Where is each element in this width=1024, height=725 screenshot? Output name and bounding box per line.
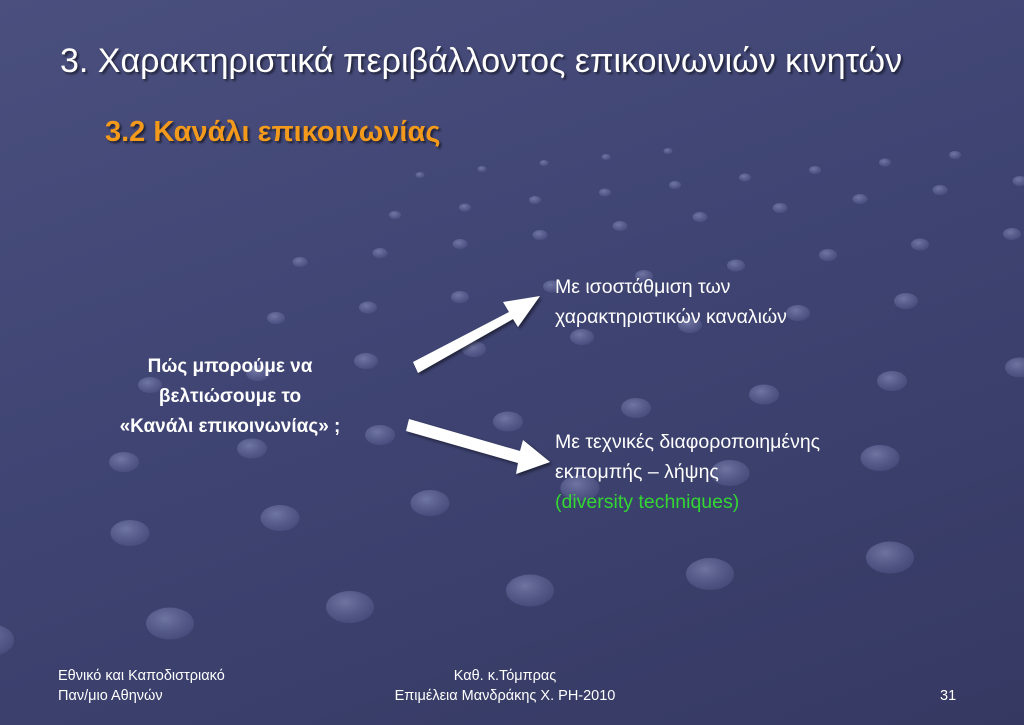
footer-author xyxy=(330,666,680,706)
footer-left-line-1: Εθνικό και Καποδιστριακό xyxy=(58,668,225,684)
option1-line-1: Με ισοστάθμιση των xyxy=(555,276,731,298)
option-equalization xyxy=(555,272,787,332)
arrow-down-right-icon xyxy=(406,419,550,474)
option2-line-1: Με τεχνικές διαφοροποιημένης xyxy=(555,431,821,453)
footer-center-line-2: Επιμέλεια Μανδράκης Χ. PH-2010 xyxy=(394,688,616,704)
option2-line-2: εκπομπής – λήψης xyxy=(555,461,719,483)
question-line-2: βελτιώσουμε το xyxy=(158,386,302,407)
page-number: 31 xyxy=(940,688,957,704)
footer-left-line-2: Παν/μιο Αθηνών xyxy=(58,688,163,704)
option2-line-3: (diversity techniques) xyxy=(555,491,740,513)
slide-title: 3. Χαρακτηριστικά περιβάλλοντος επικοινωνιών κινητών xyxy=(60,42,903,80)
footer-center-line-1: Καθ. κ.Τόμπρας xyxy=(453,668,557,684)
question-line-1: Πώς μπορούμε να xyxy=(147,356,313,377)
slide-subtitle: 3.2 Κανάλι επικοινωνίας xyxy=(105,116,441,148)
option-diversity xyxy=(555,427,820,517)
footer-university xyxy=(58,666,225,706)
option1-line-2: χαρακτηριστικών καναλιών xyxy=(555,306,787,328)
arrow-up-right-icon xyxy=(413,296,540,373)
question-line-3: «Κανάλι επικοινωνίας» ; xyxy=(119,416,341,437)
